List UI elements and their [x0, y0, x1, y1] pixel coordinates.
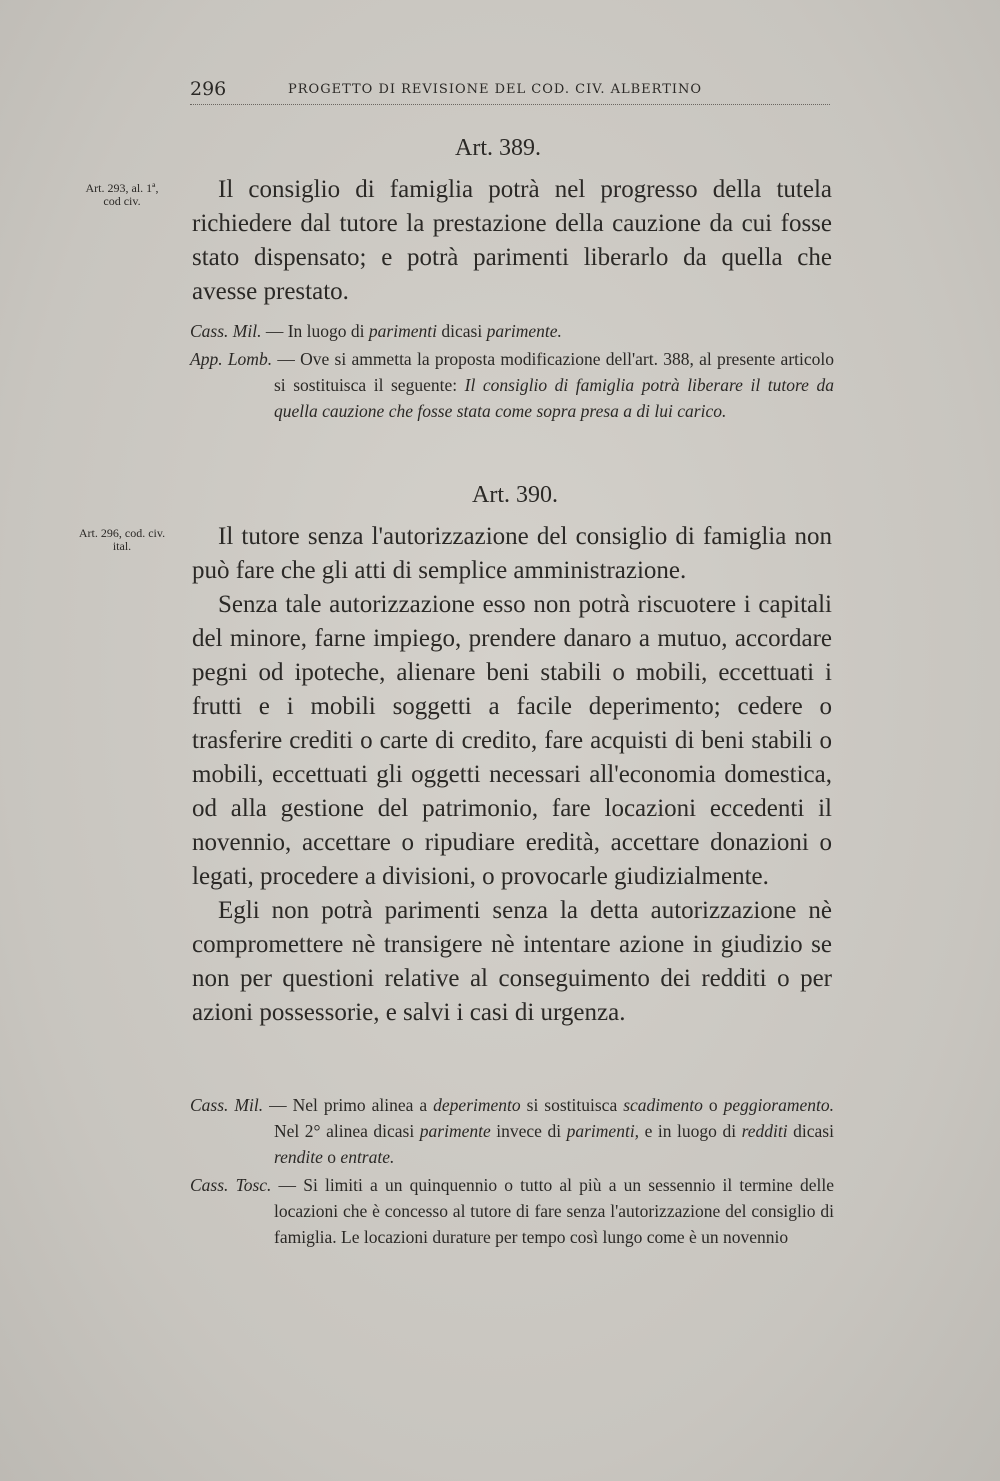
article-390-margin-note [62, 527, 182, 553]
note-italic: rendite [274, 1147, 323, 1167]
commentary-note [190, 1172, 834, 1250]
note-text: Nel 2° alinea dicasi [274, 1121, 420, 1141]
note-text: o [322, 1147, 341, 1167]
note-italic: peggioramento. [723, 1095, 834, 1115]
note-text: si sostituisca [520, 1095, 624, 1115]
commentary-note [190, 318, 834, 344]
article-390-body [192, 520, 832, 1030]
note-source: Cass. Mil. [190, 1095, 264, 1115]
note-text: invece di [490, 1121, 567, 1141]
commentary-note [190, 1092, 834, 1170]
page-header [190, 78, 830, 105]
article-390-paragraph-1: Il tutore senza l'autorizzazione del consiglio di famiglia non può fare che gli atti di semplice amministrazione. [192, 523, 832, 584]
note-italic: entrate. [340, 1147, 395, 1167]
note-italic: scadimento [623, 1095, 703, 1115]
note-text: — Nel primo alinea a [263, 1095, 434, 1115]
article-389-paragraph: Il consiglio di famiglia potrà nel progresso della tutela richiedere dal tutore la prestazione della cauzione da cui fosse stato dispensato; e potrà parimenti liberarlo da quella che avesse prestato. [192, 176, 832, 305]
note-text: dicasi [436, 321, 487, 341]
note-italic: parimenti, [566, 1121, 640, 1141]
note-source: Cass. Tosc. [190, 1175, 272, 1195]
note-text: e in luogo di [639, 1121, 742, 1141]
note-text: — Ove si ammetta la proposta modificazione dell'art. 388, al presente articolo si sostituisca il seguente: [272, 349, 834, 395]
page-number: 296 [190, 78, 227, 100]
note-text: — In luogo di [261, 321, 369, 341]
note-text: — Si limiti a un quinquennio o tutto al più a un sessennio il termine delle locazioni che è concesso al tutore di fare senza l'autorizzazione del consiglio di famiglia. Le locazioni durature per tempo così lungo come è un novennio [271, 1175, 834, 1247]
note-source: Cass. Mil. [190, 321, 262, 341]
article-389-title: Art. 389. [455, 135, 541, 161]
note-text: dicasi [787, 1121, 834, 1141]
article-390-paragraph-3: Egli non potrà parimenti senza la detta autorizzazione nè compromettere nè transigere nè intentare azione in giudizio se non per questioni relative al conseguimento dei redditi o per azioni possessorie, e salvi i casi di urgenza. [192, 897, 832, 1026]
margin-note-line: ital. [112, 539, 132, 553]
article-389-body [192, 173, 832, 309]
article-390-paragraph-2: Senza tale autorizzazione esso non potrà riscuotere i capitali del minore, farne impiego, prendere danaro a mutuo, accordare pegni od ipoteche, alienare beni stabili o mobili, eccettuati i frutti e i mobili soggetti a facile deperimento; cedere o trasferire crediti o carte di credito, fare acquisti di beni stabili o mobili, eccettuati gli oggetti necessari all'economia domestica, od alla gestione del patrimonio, fare locazioni eccedenti il novennio, accettare o ripudiare eredità, accettare donazioni o legati, procedere a divisioni, o provocarle giudizialmente. [192, 591, 832, 890]
article-390-title: Art. 390. [472, 482, 558, 508]
margin-note-line: cod civ. [103, 194, 141, 208]
note-text: o [702, 1095, 724, 1115]
running-head: PROGETTO DI REVISIONE DEL COD. CIV. ALBERTINO [288, 82, 703, 97]
note-italic: parimenti [368, 321, 437, 341]
margin-note-line: Art. 296, cod. civ. [78, 526, 166, 540]
note-source: App. Lomb. [190, 349, 273, 369]
note-italic: Il consiglio di famiglia potrà liberare il tutore da quella cauzione che fosse stata come sopra presa a di lui carico. [274, 375, 834, 421]
article-389-margin-note [62, 182, 182, 208]
margin-note-line: Art. 293, al. 1ª, [85, 181, 159, 195]
article-390-notes [190, 1092, 834, 1252]
note-italic: redditi [741, 1121, 788, 1141]
note-italic: parimente. [486, 321, 562, 341]
article-389-notes [190, 318, 834, 426]
note-italic: deperimento [433, 1095, 521, 1115]
commentary-note [190, 346, 834, 424]
note-italic: parimente [419, 1121, 491, 1141]
